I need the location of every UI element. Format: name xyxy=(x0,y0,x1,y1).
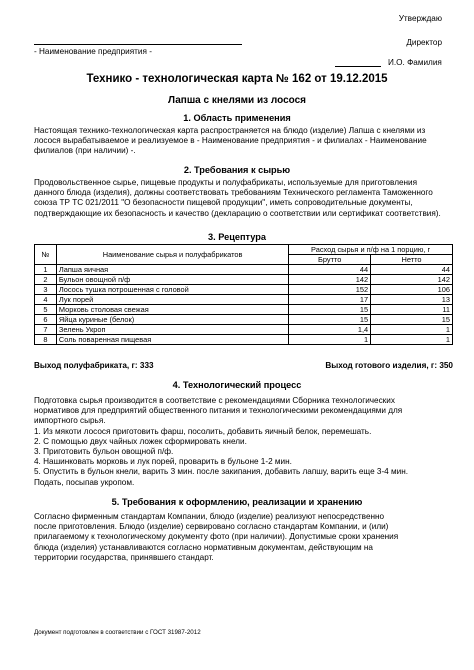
row-no: 6 xyxy=(35,315,57,325)
row-name: Лосось тушка потрошенная с головой xyxy=(56,285,288,295)
row-name: Зелень Укроп xyxy=(56,325,288,335)
table-row xyxy=(35,295,453,305)
storage-line: территории государства, принявшего стандарт. xyxy=(34,552,214,562)
section-1-heading: 1. Область применения xyxy=(183,113,291,123)
row-name: Бульон овощной п/ф xyxy=(56,275,288,285)
recipe-table xyxy=(34,244,453,345)
process-step: 4. Нашинковать морковь и лук порей, проварить в бульоне 1-2 мин. xyxy=(34,457,292,467)
section-2-heading: 2. Требования к сырью xyxy=(183,165,291,175)
row-gross: 1,4 xyxy=(289,325,371,335)
row-net: 13 xyxy=(371,295,453,305)
row-no: 4 xyxy=(35,295,57,305)
table-row xyxy=(35,275,453,285)
row-net: 15 xyxy=(371,315,453,325)
signature-line xyxy=(335,66,381,67)
row-gross: 17 xyxy=(289,295,371,305)
process-step: Подать, посыпав укропом. xyxy=(34,477,135,487)
storage-line: блюда (изделия) устанавливаются согласно нормативным документам, действующим на xyxy=(34,542,373,552)
row-net: 1 xyxy=(371,325,453,335)
row-gross: 15 xyxy=(289,305,371,315)
approval-approve: Утверждаю xyxy=(398,14,442,23)
process-line: нормативов для предприятий общественного питания и технологическими рекомендациями для xyxy=(34,406,403,416)
row-no: 1 xyxy=(35,265,57,275)
row-gross: 152 xyxy=(289,285,371,295)
org-line xyxy=(34,44,242,45)
approval-name: И.О. Фамилия xyxy=(388,58,442,67)
storage-line: после приготовления. Блюдо (изделие) сервировано согласно стандартам Компании, и (или) xyxy=(34,522,389,532)
storage-line: Согласно фирменным стандартам Компании, блюдо (изделие) реализуют непосредственно xyxy=(34,512,385,521)
process-step: 3. Приготовить бульон овощной п/ф. xyxy=(34,447,174,457)
row-gross: 142 xyxy=(289,275,371,285)
row-net: 44 xyxy=(371,265,453,275)
process-line: Подготовка сырья производится в соответствие с рекомендациями Сборника технологических xyxy=(34,396,395,405)
row-net: 11 xyxy=(371,305,453,315)
row-name: Лапша яичная xyxy=(56,265,288,275)
row-no: 2 xyxy=(35,275,57,285)
row-name: Морковь столовая свежая xyxy=(56,305,288,315)
row-name: Яйца куриные (белок) xyxy=(56,315,288,325)
section-1-text: Настоящая технико-технологическая карта распространяется на блюдо (изделие) Лапша с кнелями из лосося вырабатываемое и реализуемое в - Наименование предприятия - и филиалах - Наименование филиалов (при наличии) -. xyxy=(34,126,427,156)
table-row xyxy=(35,305,453,315)
process-line: импортного сырья. xyxy=(34,416,106,426)
col-header-name: Наименование сырья и полуфабрикатов xyxy=(56,245,288,265)
process-step: 1. Из мякоти лосося приготовить фарш, посолить, добавить яичный белок, перемешать. xyxy=(34,426,372,436)
row-no: 5 xyxy=(35,305,57,315)
table-row xyxy=(35,285,453,295)
row-net: 1 xyxy=(371,335,453,345)
row-gross: 15 xyxy=(289,315,371,325)
row-name: Соль поваренная пищевая xyxy=(56,335,288,345)
section-2-text: Продовольственное сырье, пищевые продукты и полуфабрикаты, используемые для приготовления данного блюда (изделия), должны соответствовать требованиям Технического регламента Таможенного союза ТР ТС 021/2011 "О безопасности пищевой продукции", иметь сопроводительные документы, подтверждающие их безопасность и качество (декларацию о соответствии или сертификат соответствия). xyxy=(34,178,441,218)
table-row xyxy=(35,265,453,275)
yield-semi-product: Выход полуфабриката, г: 333 xyxy=(34,361,154,370)
yield-final-product: Выход готового изделия, г: 350 xyxy=(325,361,453,370)
row-gross: 44 xyxy=(289,265,371,275)
org-caption: - Наименование предприятия - xyxy=(34,47,152,56)
col-header-gross: Брутто xyxy=(289,255,371,265)
row-no: 3 xyxy=(35,285,57,295)
approval-position: Директор xyxy=(406,38,442,47)
process-step: 5. Опустить в бульон кнели, варить 3 мин. после закипания, добавить лапшу, варить еще 3-4 мин. xyxy=(34,467,408,477)
row-net: 142 xyxy=(371,275,453,285)
table-row xyxy=(35,335,453,345)
section-4-heading: 4. Технологический процесс xyxy=(172,380,302,390)
footer-note: Документ подготовлен в соответствии с ГОСТ 31987-2012 xyxy=(34,629,201,636)
row-no: 7 xyxy=(35,325,57,335)
table-row xyxy=(35,315,453,325)
row-gross: 1 xyxy=(289,335,371,345)
storage-line: прилагаемому к технологическому документу фото (при наличии). Допустимые сроки хранения xyxy=(34,532,399,542)
row-net: 106 xyxy=(371,285,453,295)
table-row xyxy=(35,325,453,335)
row-name: Лук порей xyxy=(56,295,288,305)
section-3-heading: 3. Рецептура xyxy=(208,232,266,242)
section-5-text xyxy=(34,512,459,563)
col-header-net: Нетто xyxy=(371,255,453,265)
section-4-text xyxy=(34,396,459,488)
table-header-row xyxy=(35,245,453,255)
process-step: 2. С помощью двух чайных ложек сформировать кнели. xyxy=(34,436,247,446)
row-no: 8 xyxy=(35,335,57,345)
col-header-consumption: Расход сырья и п/ф на 1 порцию, г xyxy=(289,245,453,255)
section-5-heading: 5. Требования к оформлению, реализации и хранению xyxy=(111,497,363,507)
page-title: Технико - технологическая карта № 162 от 19.12.2015 xyxy=(86,73,388,85)
col-header-no: № xyxy=(35,245,57,265)
dish-title: Лапша с кнелями из лосося xyxy=(167,95,307,106)
